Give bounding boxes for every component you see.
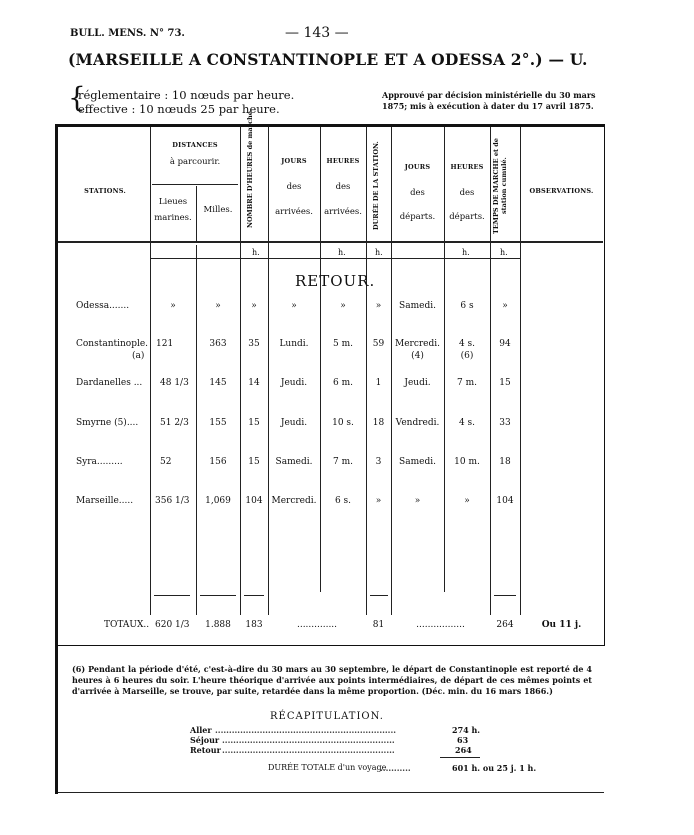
total-observations: Ou 11 j. <box>541 620 582 630</box>
cell-heure-depart: 4 s. <box>458 339 476 349</box>
recap-total-value: 601 h. ou 25 j. 1 h. <box>452 763 537 773</box>
cell-jour-arrivee: Jeudi. <box>280 418 308 428</box>
col-des: des <box>286 182 302 192</box>
recap-leader: .............................................................. <box>222 735 395 745</box>
col-des: des <box>335 182 351 192</box>
cell-lieues: 356 1/3 <box>155 496 190 506</box>
sum-rule <box>370 595 388 596</box>
station-name: Constantinople. <box>76 339 149 349</box>
unit-h-cumule: h. <box>500 248 508 257</box>
cell-duree: 3 <box>375 457 382 467</box>
cell-milles: 145 <box>209 378 227 388</box>
cell-heures-marche: 15 <box>248 457 260 467</box>
total-heures-marche: 183 <box>245 620 263 630</box>
sum-rule <box>494 595 516 596</box>
col-temps-cumule: TEMPS DE MARCHE et de station cumulé. <box>492 138 508 234</box>
cell-lieues: 48 1/3 <box>160 378 189 388</box>
cell-duree: » <box>375 301 382 311</box>
cell-heures-marche: 104 <box>245 496 263 506</box>
cell-heure-depart: » <box>464 496 470 506</box>
cell-heure-depart: 7 m. <box>457 378 477 388</box>
section-title: RETOUR. <box>295 272 376 290</box>
recap-total-label: DURÉE TOTALE d'un voyage <box>268 763 387 772</box>
cell-jour-depart: » <box>414 496 421 506</box>
cell-duree: 1 <box>375 378 382 388</box>
recap-aller-value: 274 h. <box>452 725 481 735</box>
cell-milles: 363 <box>209 339 227 349</box>
cell-temps-cumule: 33 <box>499 418 511 428</box>
cell-temps-cumule: 104 <box>496 496 514 506</box>
recap-leader: ................................................................. <box>215 725 397 735</box>
col-divider <box>520 127 521 615</box>
cell-jour-depart: Samedi. <box>399 301 436 311</box>
footnote: (6) Pendant la période d'été, c'est-à-dire du 30 mars au 30 septembre, le départ de Constantinople est reporté de 4 heures à 6 heures du soir. L'heure théorique d'arrivée aux points intermédiaires, de départ de ces mêmes points et d'arrivée à Marseille, se trouve, par suite, retardée dans la même proportion. (Déc. min. du 16 mars 1866.) <box>72 664 592 696</box>
totals-label: TOTAUX.. <box>104 620 150 630</box>
cell-temps-cumule: 94 <box>499 339 511 349</box>
cell-jour-arrivee: Mercredi. <box>271 496 317 506</box>
left-border <box>55 124 58 794</box>
recap-aller-label: Aller <box>190 725 212 735</box>
unit-h-duree: h. <box>375 248 383 257</box>
col-divider <box>391 127 392 615</box>
cell-heure-arrivee: 6 m. <box>333 378 353 388</box>
cell-jour-arrivee: Samedi. <box>275 457 313 467</box>
sum-rule <box>200 595 236 596</box>
unit-h-marche: h. <box>252 248 260 257</box>
col-arrivees: arrivées. <box>275 207 313 217</box>
col-jours-arrivees: JOURS <box>281 157 307 165</box>
station-name: Dardanelles ... <box>76 378 143 388</box>
col-milles: Milles. <box>203 205 233 215</box>
total-dots-arrivees: .............. <box>296 620 338 630</box>
unit-rule <box>150 258 520 259</box>
col-des: des <box>459 188 475 198</box>
unit-h-arrivee: h. <box>338 248 346 257</box>
station-name: Marseille..... <box>76 496 134 506</box>
total-lieues: 620 1/3 <box>155 620 190 630</box>
cell-temps-cumule: 15 <box>499 378 511 388</box>
col-divider <box>366 127 367 615</box>
col-departs: départs. <box>449 212 485 222</box>
total-duree: 81 <box>372 620 385 630</box>
cell-heure-depart: 4 s. <box>458 418 476 428</box>
bulletin-number: BULL. MENS. N° 73. <box>70 28 185 39</box>
unit-h-depart: h. <box>462 248 470 257</box>
cell-heure-arrivee: 6 s. <box>334 496 352 506</box>
speed-effective: effective : 10 nœuds 25 par heure. <box>78 102 280 116</box>
recap-retour-value: 264 <box>455 745 472 755</box>
col-lieues: Lieues <box>158 197 188 207</box>
col-divider <box>268 127 269 615</box>
cell-temps-cumule: 18 <box>499 457 511 467</box>
brace-icon: { <box>68 81 86 114</box>
total-milles: 1.888 <box>205 620 231 630</box>
col-departs: départs. <box>399 212 436 222</box>
col-nombre-heures: NOMBRE D'HEURES de marche. <box>246 108 254 228</box>
recap-sejour-label: Séjour <box>190 735 220 745</box>
station-note: (a) <box>132 351 145 361</box>
cell-heures-marche: 35 <box>248 339 260 349</box>
station-name: Odessa....... <box>76 301 130 311</box>
col-duree-station: DURÉE DE LA STATION. <box>372 141 380 231</box>
bottom-rule <box>58 792 604 793</box>
col-marines: marines. <box>154 213 192 223</box>
cell-heures-marche: 15 <box>248 418 260 428</box>
cell-duree: 59 <box>372 339 385 349</box>
cell-lieues: 121 <box>156 339 174 349</box>
cell-milles: 1,069 <box>205 496 231 506</box>
col-arrivees: arrivées. <box>324 207 362 217</box>
cell-milles: 156 <box>209 457 227 467</box>
cell-milles: 155 <box>209 418 227 428</box>
cell-milles: » <box>215 301 221 311</box>
cell-heure-depart-note: (6) <box>460 351 474 361</box>
total-dots-departs: ................. <box>416 620 465 630</box>
col-a-parcourir: à parcourir. <box>169 157 221 167</box>
cell-heure-depart: 6 s <box>460 301 474 311</box>
cell-jour-depart: Mercredi. <box>394 339 440 349</box>
cell-jour-depart: Samedi. <box>399 457 436 467</box>
station-name: Smyrne (5).... <box>76 418 139 428</box>
cell-heures-marche: 14 <box>248 378 260 388</box>
header-rule <box>58 241 603 243</box>
col-divider <box>320 127 321 592</box>
speed-regulatory: réglementaire : 10 nœuds par heure. <box>78 88 295 102</box>
recap-retour-label: Retour <box>190 745 221 755</box>
recap-leader: .............................................................. <box>222 745 395 755</box>
cell-heure-arrivee: » <box>340 301 346 311</box>
sum-rule <box>244 595 264 596</box>
approval-line-2: 1875; mis à exécution à dater du 17 avril 1875. <box>382 101 594 111</box>
approval-line-1: Approuvé par décision ministérielle du 30 mars <box>382 90 596 100</box>
cell-heure-arrivee: 7 m. <box>333 457 353 467</box>
col-divider <box>240 127 241 615</box>
total-temps-cumule: 264 <box>496 620 514 630</box>
cell-heure-arrivee: 10 s. <box>332 418 354 428</box>
cell-jour-depart: Jeudi. <box>404 378 431 388</box>
cell-lieues: 52 <box>160 457 172 467</box>
cell-temps-cumule: » <box>502 301 508 311</box>
cell-heure-depart: 10 m. <box>454 457 480 467</box>
col-heures-arrivees: HEURES <box>326 157 360 165</box>
cell-jour-arrivee: » <box>291 301 297 311</box>
col-divider <box>490 127 491 615</box>
cell-duree: 18 <box>372 418 385 428</box>
cell-heures-marche: » <box>251 301 257 311</box>
recap-sejour-value: 63 <box>457 735 469 745</box>
recap-title: RÉCAPITULATION. <box>270 711 384 722</box>
page-number: — 143 — <box>285 25 349 41</box>
col-des: des <box>410 188 425 198</box>
col-stations: STATIONS. <box>84 187 126 195</box>
cell-jour-depart: Vendredi. <box>395 418 440 428</box>
cell-lieues: » <box>170 301 176 311</box>
col-heures-departs: HEURES <box>450 163 484 171</box>
page-title: (MARSEILLE A CONSTANTINOPLE ET A ODESSA 2°.) — U. <box>68 50 588 69</box>
recap-leader: ........... <box>380 763 411 773</box>
col-observations: OBSERVATIONS. <box>529 187 594 195</box>
distances-rule <box>152 184 238 185</box>
cell-jour-arrivee: Jeudi. <box>280 378 308 388</box>
sum-rule <box>154 595 190 596</box>
station-name: Syra......... <box>76 457 123 467</box>
cell-duree: » <box>375 496 382 506</box>
col-jours-departs: JOURS <box>404 163 431 171</box>
col-distances: DISTANCES <box>172 141 218 149</box>
cell-jour-arrivee: Lundi. <box>279 339 309 349</box>
cell-jour-depart-note: (4) <box>411 351 424 361</box>
recap-sum-rule <box>440 757 480 758</box>
cell-lieues: 51 2/3 <box>160 418 189 428</box>
cell-heure-arrivee: 5 m. <box>333 339 353 349</box>
